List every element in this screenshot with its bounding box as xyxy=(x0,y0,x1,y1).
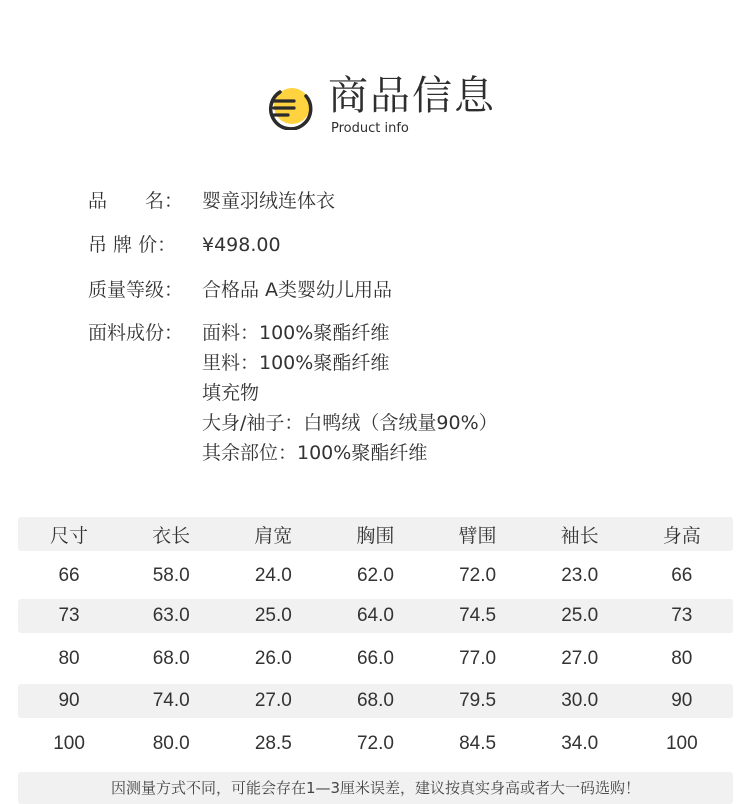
measurement-note: 因测量方式不同，可能会存在1—3厘米误差，建议按真实身高或者大一码选购！ xyxy=(18,772,733,804)
composition-line: 其余部位：100%聚酯纤维 xyxy=(202,442,428,464)
info-label: 面料成份： xyxy=(88,322,184,344)
table-cell: 80.0 xyxy=(152,733,190,754)
table-cell: 74.5 xyxy=(459,605,497,626)
column-header: 尺寸 xyxy=(50,524,89,547)
section-subtitle: Product info xyxy=(331,121,409,136)
table-cell: 23.0 xyxy=(561,565,599,586)
table-cell: 27.0 xyxy=(561,648,599,669)
column-header: 臂围 xyxy=(458,524,497,547)
composition-lines xyxy=(202,318,498,468)
table-cell: 80 xyxy=(671,648,693,669)
info-value: 合格品 A类婴幼儿用品 xyxy=(202,279,393,301)
table-row xyxy=(18,727,733,761)
info-label: 吊 牌 价： xyxy=(88,234,177,256)
table-cell: 73 xyxy=(671,605,693,626)
table-cell: 100 xyxy=(53,733,85,754)
table-cell: 30.0 xyxy=(561,690,599,711)
info-value: 婴童羽绒连体衣 xyxy=(202,190,336,212)
table-cell: 62.0 xyxy=(356,565,394,586)
table-cell: 77.0 xyxy=(459,648,497,669)
table-cell: 63.0 xyxy=(152,605,190,626)
section-title: 商品信息 xyxy=(328,73,496,119)
table-cell: 68.0 xyxy=(152,648,190,669)
table-cell: 66 xyxy=(58,565,80,586)
table-cell: 64.0 xyxy=(356,605,394,626)
table-cell: 24.0 xyxy=(254,565,292,586)
table-row xyxy=(18,599,733,633)
table-cell: 68.0 xyxy=(356,690,394,711)
table-cell: 34.0 xyxy=(561,733,599,754)
composition-line: 面料：100%聚酯纤维 xyxy=(202,322,390,344)
table-cell: 58.0 xyxy=(152,565,190,586)
table-row xyxy=(18,642,733,676)
column-header: 肩宽 xyxy=(254,524,293,547)
composition-line: 里料：100%聚酯纤维 xyxy=(202,352,390,374)
column-header: 身高 xyxy=(662,524,701,547)
table-cell: 25.0 xyxy=(254,605,292,626)
table-cell: 66 xyxy=(671,565,693,586)
info-label: 品 名： xyxy=(88,190,184,212)
table-cell: 84.5 xyxy=(459,733,497,754)
table-cell: 79.5 xyxy=(459,690,497,711)
menu-list-icon xyxy=(264,84,314,130)
table-cell: 27.0 xyxy=(254,690,292,711)
table-cell: 72.0 xyxy=(459,565,497,586)
composition-line: 填充物 xyxy=(202,382,260,404)
table-cell: 72.0 xyxy=(356,733,394,754)
column-header: 袖长 xyxy=(560,524,599,547)
info-value: ¥498.00 xyxy=(202,234,281,256)
table-row xyxy=(18,559,733,593)
table-cell: 90 xyxy=(671,690,693,711)
column-header: 衣长 xyxy=(152,524,191,547)
table-cell: 66.0 xyxy=(356,648,394,669)
table-cell: 73 xyxy=(58,605,80,626)
composition-line: 大身/袖子：白鸭绒（含绒量90%） xyxy=(202,412,498,434)
table-cell: 25.0 xyxy=(561,605,599,626)
table-header-row xyxy=(18,517,733,551)
table-cell: 90 xyxy=(58,690,80,711)
table-cell: 100 xyxy=(665,733,698,754)
section-header xyxy=(0,0,750,150)
table-cell: 26.0 xyxy=(254,648,292,669)
table-cell: 28.5 xyxy=(254,733,292,754)
info-label: 质量等级： xyxy=(88,279,184,301)
table-row xyxy=(18,684,733,718)
table-cell: 74.0 xyxy=(152,690,190,711)
table-cell: 80 xyxy=(58,648,80,669)
column-header: 胸围 xyxy=(356,524,395,547)
